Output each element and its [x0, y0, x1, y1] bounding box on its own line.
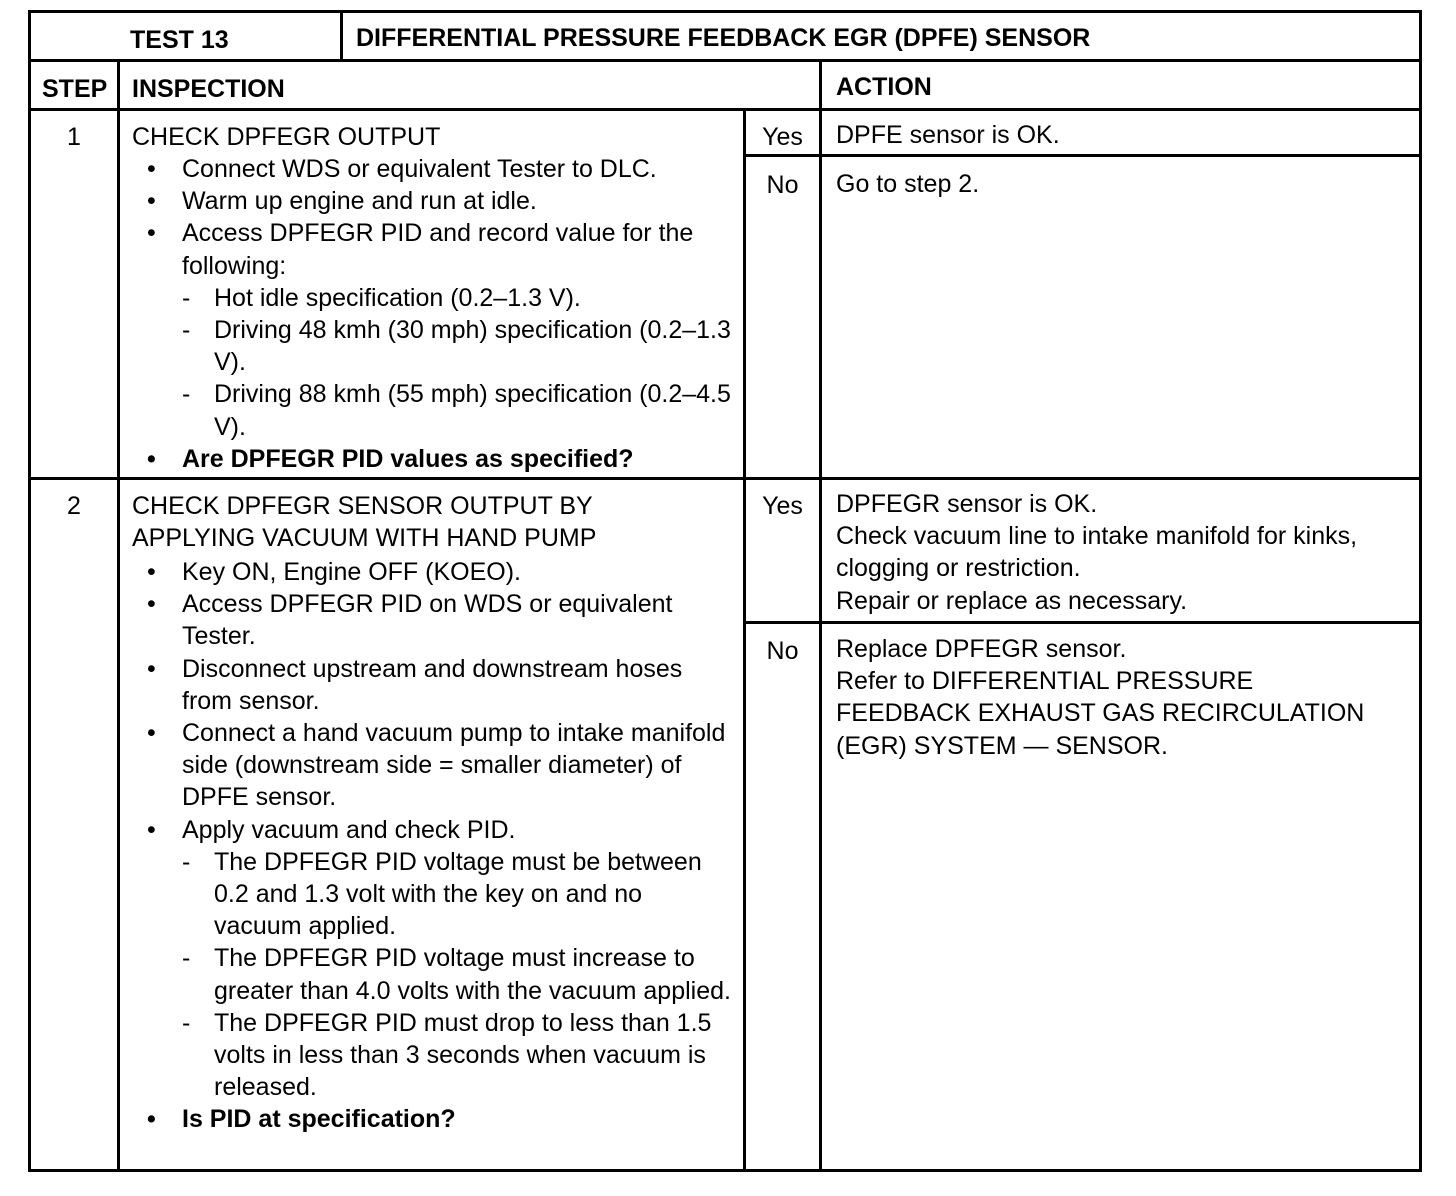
header-title-divider	[340, 10, 343, 61]
sub-list-item: - The DPFEGR PID must drop to less than 1.5 volts in less than 3 seconds when vacuum is released.	[182, 1007, 733, 1104]
no-action: Go to step 2.	[836, 170, 980, 198]
step-column-divider	[117, 59, 120, 1172]
no-label: No	[766, 637, 799, 665]
step2-yes-no-divider	[745, 621, 1422, 624]
list-item: • Access DPFEGR PID on WDS or equivalent Tester.	[133, 588, 733, 652]
sub-list	[182, 846, 733, 1104]
column-header-step: STEP	[42, 75, 108, 103]
step-number: 1	[67, 123, 81, 151]
list-item: • Are DPFEGR PID values as specified?	[133, 443, 733, 475]
column-header-action: ACTION	[836, 73, 932, 101]
list-item: • Access DPFEGR PID and record value for the following: - Hot idle specification (0.2–1.3 V). - Driving 48 kmh (30 mph) specification (0.2–1.3 V). - Driving 88 kmh (55 mph) specification (0.2–4.5 V).	[133, 217, 733, 442]
yes-label: Yes	[762, 492, 803, 520]
list-item: • Connect a hand vacuum pump to intake manifold side (downstream side = smaller diameter) of DPFE sensor.	[133, 717, 733, 814]
list-item: • Connect WDS or equivalent Tester to DLC.	[133, 153, 733, 185]
action-column-divider	[819, 59, 822, 1172]
inspection-list	[133, 153, 733, 475]
header-divider	[28, 59, 1422, 62]
sub-list-item: - Hot idle specification (0.2–1.3 V).	[182, 282, 733, 314]
column-header-divider	[28, 108, 1422, 111]
step-heading: CHECK DPFEGR OUTPUT	[132, 123, 441, 151]
page-title: DIFFERENTIAL PRESSURE FEEDBACK EGR (DPFE) SENSOR	[356, 24, 1091, 52]
inspection-list	[133, 556, 733, 1136]
sub-list-item: - Driving 48 kmh (30 mph) specification (0.2–1.3 V).	[182, 314, 733, 378]
list-item: • Disconnect upstream and downstream hoses from sensor.	[133, 653, 733, 717]
sub-list-item: - The DPFEGR PID voltage must increase to greater than 4.0 volts with the vacuum applied.	[182, 942, 733, 1006]
no-action: Replace DPFEGR sensor. Refer to DIFFERENTIAL PRESSURE FEEDBACK EXHAUST GAS RECIRCULATION (EGR) SYSTEM — SENSOR.	[836, 635, 1365, 760]
test-label: TEST 13	[130, 26, 229, 54]
yes-label: Yes	[762, 123, 803, 151]
list-item: • Apply vacuum and check PID. - The DPFEGR PID voltage must be between 0.2 and 1.3 volt with the key on and no vacuum applied. - The DPFEGR PID voltage must increase to greater than 4.0 volts with the vacuum applied. - The DPFEGR PID must drop to less than 1.5 volts in less than 3 seconds when vacuum is released.	[133, 814, 733, 1104]
sub-list-item: - Driving 88 kmh (55 mph) specification (0.2–4.5 V).	[182, 378, 733, 442]
step-heading: CHECK DPFEGR SENSOR OUTPUT BY APPLYING VACUUM WITH HAND PUMP	[132, 492, 597, 553]
step1-yes-no-divider	[745, 154, 1422, 157]
sub-list	[182, 282, 733, 443]
column-header-inspection: INSPECTION	[132, 75, 285, 103]
yes-action: DPFEGR sensor is OK. Check vacuum line to intake manifold for kinks, clogging or restriction. Repair or replace as necessary.	[836, 490, 1358, 615]
step-divider	[28, 477, 1422, 480]
list-item: • Is PID at specification?	[133, 1103, 733, 1135]
sub-list-item: - The DPFEGR PID voltage must be between 0.2 and 1.3 volt with the key on and no vacuum applied.	[182, 846, 733, 943]
list-item: • Warm up engine and run at idle.	[133, 185, 733, 217]
step-number: 2	[67, 492, 81, 520]
yes-action: DPFE sensor is OK.	[836, 121, 1060, 149]
list-item: • Key ON, Engine OFF (KOEO).	[133, 556, 733, 588]
no-label: No	[766, 171, 799, 199]
